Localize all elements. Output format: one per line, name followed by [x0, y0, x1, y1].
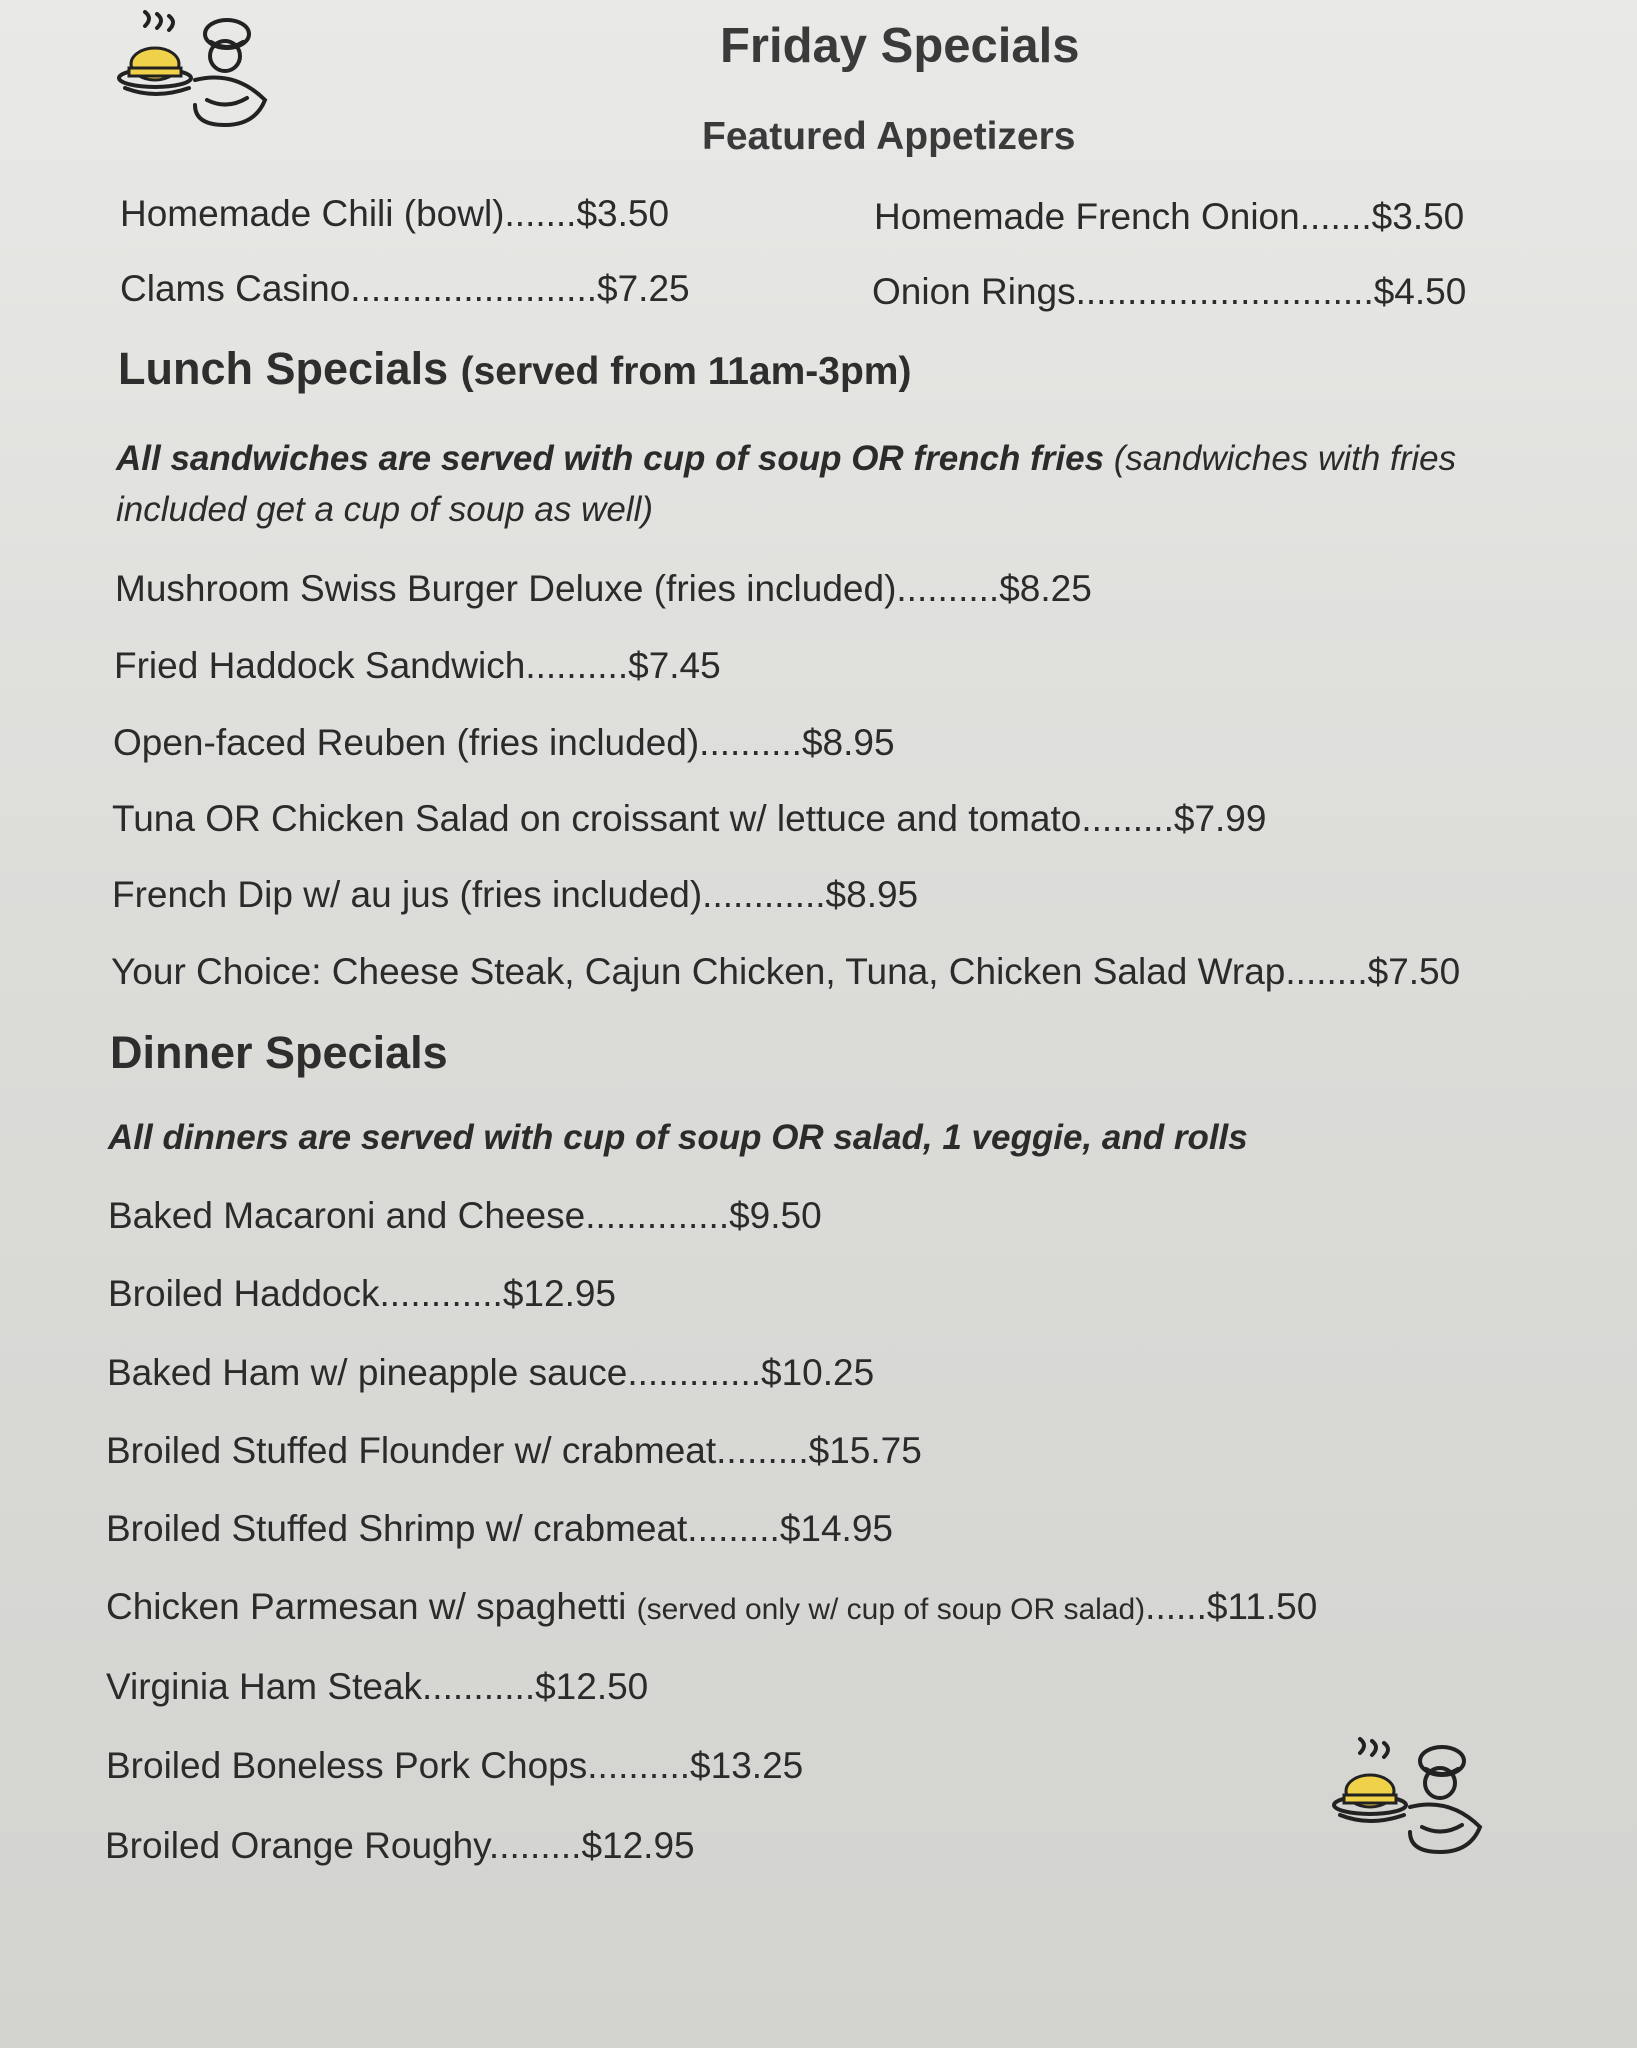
dinner-item: Broiled Stuffed Flounder w/ crabmeat.........$15.75	[106, 1430, 922, 1471]
dinner-item: Broiled Orange Roughy.........$12.95	[105, 1825, 695, 1866]
appetizer-item: Clams Casino........................$7.25	[120, 268, 690, 309]
dinner-note: All dinners are served with cup of soup OR salad, 1 veggie, and rolls	[108, 1118, 1248, 1157]
dinner-item: Baked Ham w/ pineapple sauce.............$10.25	[107, 1352, 875, 1393]
appetizer-item: Homemade Chili (bowl).......$3.50	[120, 193, 670, 234]
lunch-item: French Dip w/ au jus (fries included)............$8.95	[112, 874, 919, 915]
dinner-item: Baked Macaroni and Cheese..............$9.50	[108, 1195, 822, 1236]
lunch-hours: (served from 11am-3pm)	[460, 350, 912, 393]
lunch-note	[116, 441, 1456, 476]
parmesan-note: (served only w/ cup of soup OR salad)	[636, 1593, 1146, 1626]
chef-icon-bottom	[1330, 1735, 1500, 1865]
lunch-item: Open-faced Reuben (fries included)..........$8.95	[113, 722, 895, 763]
lunch-item: Fried Haddock Sandwich..........$7.45	[114, 645, 721, 686]
section-title-dinner: Dinner Specials	[110, 1027, 448, 1078]
lunch-note-line2: included get a cup of soup as well)	[116, 490, 653, 529]
appetizer-item: Homemade French Onion.......$3.50	[874, 196, 1465, 237]
dinner-item: Broiled Stuffed Shrimp w/ crabmeat.........$14.95	[106, 1508, 893, 1549]
lunch-note-bold: All sandwiches are served with cup of soup OR french fries	[116, 439, 1105, 478]
dinner-item: Broiled Boneless Pork Chops..........$13.25	[106, 1745, 804, 1786]
chef-icon	[115, 8, 285, 138]
parmesan-price: ......$11.50	[1145, 1586, 1318, 1627]
lunch-heading: Lunch Specials	[118, 343, 449, 394]
lunch-item: Tuna OR Chicken Salad on croissant w/ lettuce and tomato.........$7.99	[112, 798, 1267, 839]
dinner-item: Virginia Ham Steak...........$12.50	[106, 1666, 649, 1707]
lunch-note-rest: (sandwiches with fries	[1113, 439, 1457, 478]
parmesan-name: Chicken Parmesan w/ spaghetti	[106, 1586, 637, 1627]
dinner-item: Broiled Haddock............$12.95	[108, 1273, 617, 1314]
lunch-item: Mushroom Swiss Burger Deluxe (fries included)..........$8.25	[115, 568, 1092, 609]
section-title-lunch	[118, 343, 912, 394]
appetizer-item: Onion Rings.............................$4.50	[872, 271, 1467, 312]
page-title: Friday Specials	[720, 19, 1080, 73]
section-title-appetizers: Featured Appetizers	[702, 115, 1076, 158]
dinner-item-parmesan	[106, 1588, 1317, 1625]
lunch-item: Your Choice: Cheese Steak, Cajun Chicken, Tuna, Chicken Salad Wrap........$7.50	[111, 951, 1461, 992]
